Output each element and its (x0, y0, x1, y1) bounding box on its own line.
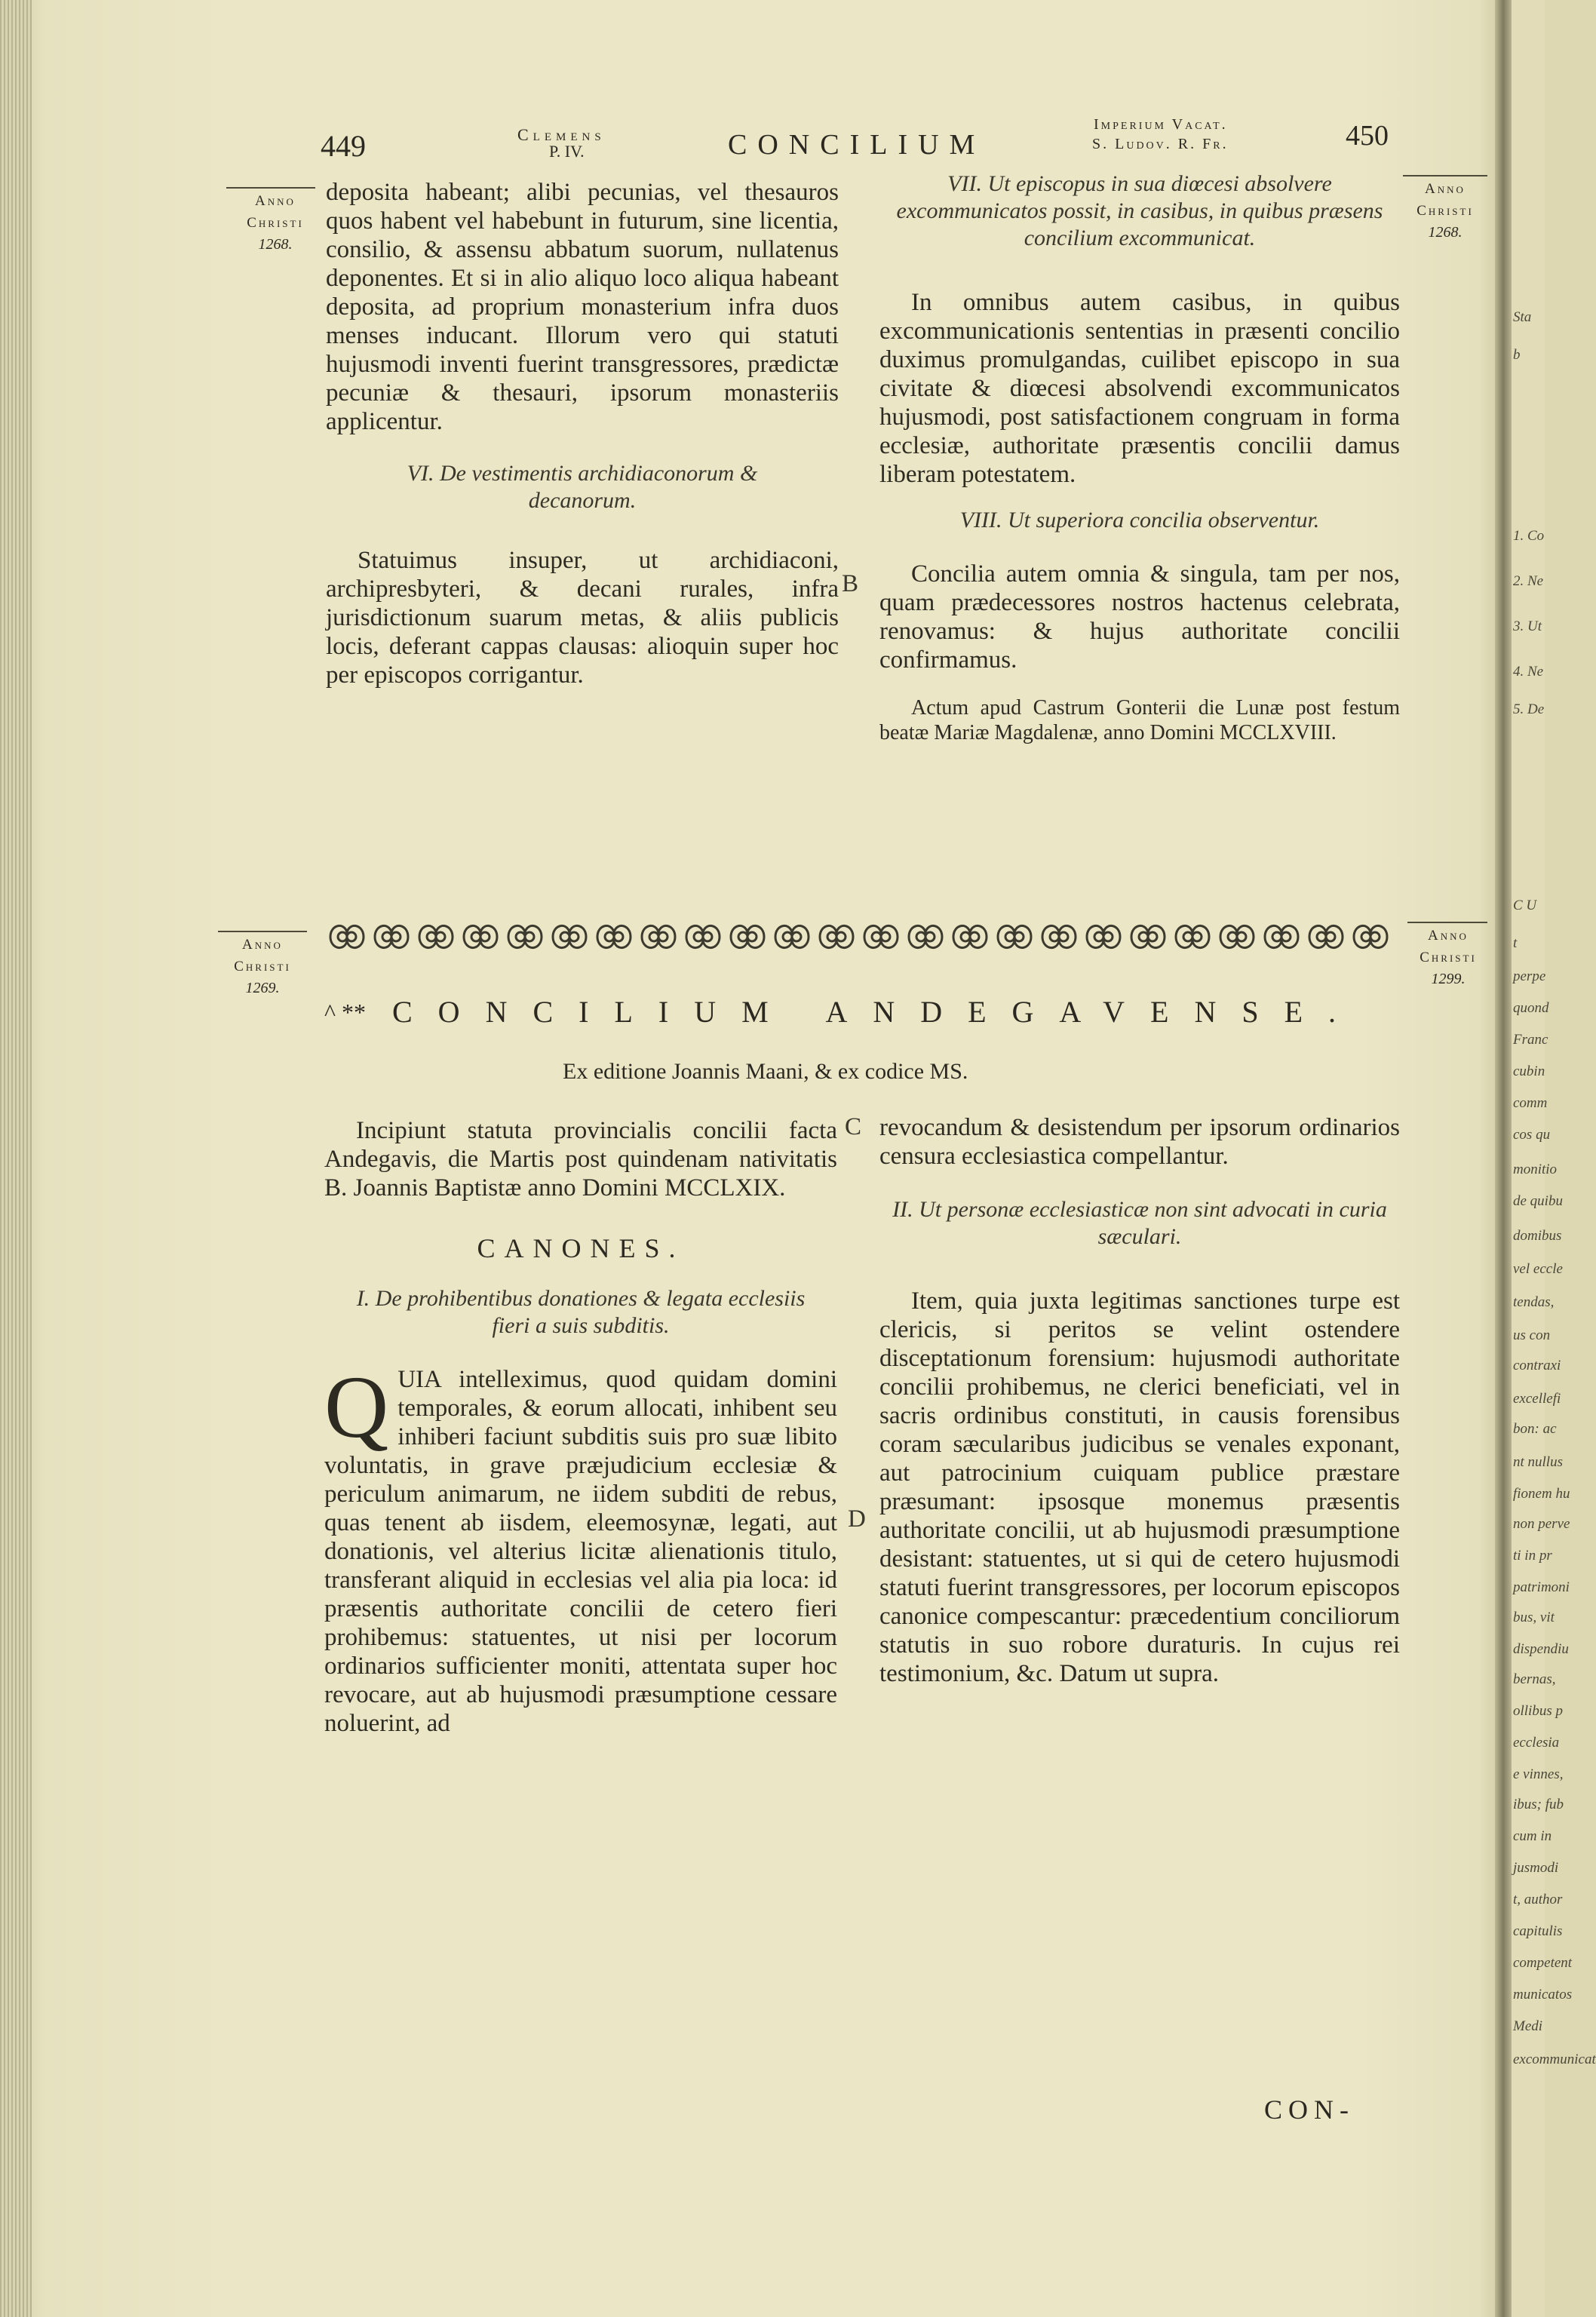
council-intro: Incipiunt statuta provincialis concilii facta Andegavis, die Martis post quindenam nativitatis B. Joannis Baptistæ anno Domini MCCLXIX. (324, 1117, 837, 1201)
fleuron-ornament (1354, 925, 1387, 947)
book-gutter (1495, 0, 1512, 2317)
catchword: CON- (1264, 2095, 1355, 2125)
margin-christi: Christi (247, 215, 304, 231)
canon-1-continuation: revocandum & desistendum per ipsorum ordinarios censura ecclesiastica compellantur. (879, 1114, 1400, 1170)
upper-left-column (326, 178, 839, 689)
adjacent-page-text: domibus (1513, 1228, 1562, 1244)
fleuron-ornament (642, 925, 675, 947)
council-marks: ^ ** (324, 999, 367, 1026)
adjacent-page-text: excellefi (1513, 1391, 1561, 1407)
adjacent-page-text: perpe (1513, 968, 1546, 984)
ornament-band (321, 914, 1392, 959)
adjacent-page-text: cum in (1513, 1828, 1552, 1844)
adjacent-page-text: cubin (1513, 1063, 1545, 1079)
canon-6-text: Statuimus insuper, ut archidiaconi, archipresbyteri, & decani rurales, infra jurisdictionum suarum metas, & aliis publicis locis, deferant cappas clausas: alioquin super hoc per episcopos corrigantur. (326, 547, 839, 689)
adjacent-page-text: 3. Ut (1513, 618, 1542, 634)
adjacent-page-fragment (1512, 0, 1596, 2317)
section-letter-b: B (842, 570, 859, 597)
adjacent-page-text: de quibu (1513, 1193, 1563, 1209)
adjacent-page-text: ibus; fub (1513, 1797, 1564, 1812)
upper-right-column (879, 170, 1400, 745)
fleuron-ornament (1265, 925, 1298, 947)
margin-anno: Anno (242, 937, 283, 953)
margin-rule (1407, 922, 1487, 923)
running-title: CONCILIUM (728, 129, 986, 161)
adjacent-page-text: competent (1513, 1955, 1573, 1971)
adjacent-page-text: comm (1513, 1095, 1548, 1111)
council-source: Ex editione Joannis Maani, & ex codice MS. (563, 1059, 968, 1084)
fleuron-ornament (1176, 925, 1209, 947)
fleuron-ornament (998, 925, 1031, 947)
imperium-line-2: S. Ludov. R. Fr. (1092, 136, 1229, 152)
margin-christi: Christi (1420, 950, 1477, 965)
pope-number: P. IV. (549, 142, 585, 161)
margin-rule (1403, 175, 1487, 176)
council-title: CONCILIUM ANDEGAVENSE. (392, 995, 1362, 1029)
adjacent-page-text: us con (1513, 1327, 1551, 1343)
pope-name: Clemens (517, 125, 606, 144)
adjacent-page-text: patrimoni (1513, 1579, 1570, 1595)
fleuron-ornament (330, 925, 364, 947)
fleuron-ornament (1042, 925, 1076, 947)
adjacent-page-text: ti in pr (1513, 1548, 1552, 1564)
margin-christi: Christi (234, 959, 291, 974)
canon-1-text: UIA intelleximus, quod quidam domini temporales, & eorum allocati, inhibent seu inhiberi faciunt subditis suis pro suæ libito voluntatis, in grave præjudicium ecclesiæ & periculum animarum, ne iidem subditi de rebus, quas tenent ab iisdem, eleemosynæ, legati, aut donationis, vel alterius licitæ alienationis titulo, transferant aliquid in ecclesias vel alia pia loca: id præsentis authoritate concilii de cetero fieri prohibemus: statuentes, ut nisi per locorum ordinarios sufficienter moniti, attentata super hoc revocare, aut ab hujusmodi præsumptione cessare noluerint, ad (324, 1366, 837, 1737)
adjacent-page-text: bon: ac (1513, 1421, 1557, 1437)
page-number-left: 449 (321, 129, 366, 163)
adjacent-page-text: tendas, (1513, 1294, 1555, 1310)
margin-rule (218, 931, 307, 932)
canon-7-text: In omnibus autem casibus, in quibus excommunicationis sententias in præsenti concilio duximus promulgandas, cuilibet episcopo in sua civitate & diœcesi absolvendi excommunicatos hujusmodi, post satisfactionem congruam in forma ecclesiæ, authoritate præsentis concilii damus liberam potestatem. (879, 289, 1400, 488)
margin-year-right-mid (1403, 925, 1493, 990)
fleuron-ornament (419, 925, 453, 947)
adjacent-page-text: t, author (1513, 1892, 1563, 1907)
adjacent-page-text: capitulis (1513, 1923, 1563, 1939)
adjacent-page-text: b (1513, 347, 1521, 363)
margin-year: 1299. (1431, 971, 1466, 987)
adjacent-page-text: dispendiu (1513, 1641, 1569, 1657)
fleuron-ornament (1220, 925, 1254, 947)
fleuron-ornament (375, 925, 408, 947)
lower-left-column (324, 1116, 837, 1738)
fleuron-ornament (864, 925, 898, 947)
margin-year: 1269. (245, 980, 280, 996)
adjacent-page-text: ecclesia (1513, 1735, 1560, 1751)
fleuron-ornament (953, 925, 987, 947)
canon-8-text: Concilia autem omnia & singula, tam per nos, quam prædecessores nostros hactenus celebrata, renovamus: & hujus authoritate concilii confirmamus. (879, 560, 1400, 674)
canon-7-heading: VII. Ut episcopus in sua diœcesi absolvere excommunicatos possit, in casibus, in quibus præsens concilium excommunicat. (896, 171, 1383, 250)
adjacent-page-text: e vinnes, (1513, 1766, 1564, 1782)
canon-5-text: deposita habeant; alibi pecunias, vel thesauros quos habent vel habebunt in futurum, sine licentia, consilio, & assensu abbatum suorum, nullatenus deponentes. Et si in alio aliquo loco aliqua habeant deposita, ad proprium monasterium infra duos menses inducant. Illorum vero qui statuti hujusmodi inventi fuerint transgressores, prædictæ pecuniæ & thesauri, ipsorum monasteriis applicentur. (326, 179, 839, 435)
margin-year: 1268. (258, 236, 293, 253)
margin-rule (226, 187, 315, 189)
adjacent-page-text: quond (1513, 1000, 1549, 1016)
margin-anno: Anno (255, 193, 296, 209)
adjacent-page-text: 4. Ne (1513, 664, 1544, 680)
actum-date: Actum apud Castrum Gonterii die Lunæ post festum beatæ Mariæ Magdalenæ, anno Domini MCCLXVIII. (879, 696, 1400, 744)
canon-6-heading: VI. De vestimentis archidiaconorum & decanorum. (407, 461, 758, 513)
adjacent-page-text: cos qu (1513, 1127, 1551, 1143)
adjacent-page-text: C U (1513, 898, 1537, 913)
fleuron-ornament (820, 925, 853, 947)
canones-heading: CANONES. (477, 1233, 685, 1263)
section-letter-c: C (845, 1113, 862, 1140)
drop-cap: Q (324, 1358, 389, 1456)
adjacent-page-text: monitio (1513, 1162, 1558, 1177)
lower-right-column (879, 1113, 1400, 1688)
section-letter-d: D (848, 1505, 866, 1533)
fleuron-ornament (775, 925, 809, 947)
fleuron-ornament (1309, 925, 1343, 947)
canon-1-block (324, 1358, 837, 1738)
adjacent-page-text: 2. Ne (1513, 573, 1544, 589)
adjacent-page-text: Franc (1513, 1032, 1548, 1048)
adjacent-page-text: vel eccle (1513, 1261, 1563, 1277)
margin-year-left-mid (213, 934, 312, 999)
adjacent-page-text: bernas, (1513, 1671, 1556, 1687)
adjacent-page-text: Medi (1513, 2018, 1543, 2034)
adjacent-page-text: non perve (1513, 1516, 1570, 1532)
fleuron-ornament (553, 925, 586, 947)
fleuron-ornament (464, 925, 497, 947)
fleuron-ornament (508, 925, 542, 947)
adjacent-page-text: Sta (1513, 309, 1532, 325)
adjacent-page-text: 5. De (1513, 701, 1545, 717)
adjacent-page-text: excommunicat (1513, 2052, 1596, 2067)
imperium-line-1: Imperium Vacat. (1094, 116, 1228, 133)
margin-year: 1268. (1428, 224, 1462, 241)
adjacent-page-text: fionem hu (1513, 1486, 1570, 1502)
page-stack-edge (0, 0, 32, 2317)
adjacent-page-text: bus, vit (1513, 1610, 1555, 1625)
canon-2-text: Item, quia juxta legitimas sanctiones turpe est clericis, si peritos se velint ostendere disceptationum forensium: hujusmodi authoritate concilii prohibemus, ne clerici beneficiati, vel in sacris ordinibus constituti, in causis forensibus coram sæcularibus judicibus se venales exponant, aut patrocinium cuiquam publice præstare præsumant: ipsosque monemus præsentis authoritate concilii, ut ab hujusmodi præsumptione desistant: statuentes, ut si qui de cetero hujusmodi statuti fuerint transgressores, per locorum episcopos canonice compescantur: præcedentium conciliorum statutis in suo robore duraturis. In cujus rei testimonium, &c. Datum ut supra. (879, 1287, 1400, 1687)
adjacent-page-text: contraxi (1513, 1358, 1561, 1373)
adjacent-page-text: 1. Co (1513, 528, 1545, 544)
page-number-right: 450 (1346, 120, 1389, 152)
canon-2-heading: II. Ut personæ ecclesiasticæ non sint advocati in curia sæculari. (892, 1197, 1387, 1249)
adjacent-page-text: nt nullus (1513, 1454, 1563, 1470)
canon-1-heading: I. De prohibentibus donationes & legata ecclesiis fieri a suis subditis. (356, 1286, 806, 1338)
adjacent-page-text: ollibus p (1513, 1703, 1563, 1719)
margin-christi: Christi (1416, 203, 1474, 219)
fleuron-ornament (1087, 925, 1120, 947)
fleuron-ornament (686, 925, 720, 947)
fleuron-ornament (909, 925, 942, 947)
fleuron-ornament (1131, 925, 1165, 947)
fleuron-ornament (597, 925, 631, 947)
ornament-svg (321, 914, 1392, 959)
adjacent-page-text: jusmodi (1513, 1860, 1559, 1876)
margin-anno: Anno (1428, 928, 1469, 944)
canon-8-heading: VIII. Ut superiora concilia observentur. (959, 508, 1320, 532)
margin-year-left-top (226, 190, 324, 256)
adjacent-page-text: municatos (1513, 1987, 1573, 2002)
fleuron-ornament (731, 925, 764, 947)
adjacent-page-text: t (1513, 935, 1518, 951)
margin-year-right-top (1400, 178, 1490, 244)
margin-anno: Anno (1425, 181, 1466, 197)
